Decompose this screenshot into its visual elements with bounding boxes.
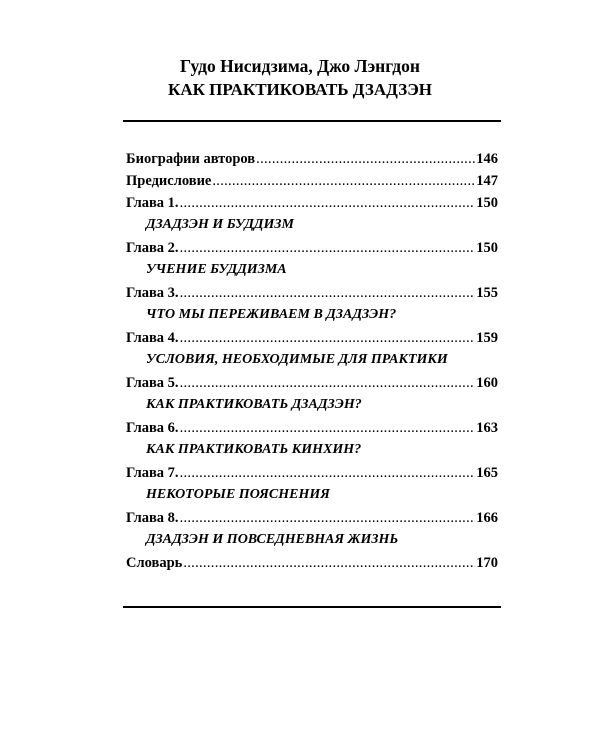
dot-leader xyxy=(180,239,476,257)
toc-entry-glossary xyxy=(126,554,498,576)
toc-page-number: 163 xyxy=(476,420,498,436)
dot-leader xyxy=(180,419,476,437)
chapter-title: НЕКОТОРЫЕ ПОЯСНЕНИЯ xyxy=(146,487,330,502)
toc-page-number: 159 xyxy=(476,330,498,346)
toc-page-number: 165 xyxy=(476,465,498,481)
chapter-title: УСЛОВИЯ, НЕОБХОДИМЫЕ ДЛЯ ПРАКТИКИ xyxy=(146,352,448,367)
toc-entry-bios xyxy=(126,150,498,172)
toc-entry-label: Глава 1. xyxy=(126,195,179,211)
toc-entry-chapter-8 xyxy=(126,509,498,554)
toc-entry-label: Биографии авторов xyxy=(126,151,256,167)
dot-leader xyxy=(212,172,475,190)
dot-leader xyxy=(180,509,476,527)
toc-entry-label: Глава 3. xyxy=(126,285,179,301)
dot-leader xyxy=(180,194,476,212)
toc-entry-chapter-7 xyxy=(126,464,498,509)
toc-entry-label: Глава 7. xyxy=(126,465,179,481)
toc-page-number: 147 xyxy=(476,173,498,189)
toc-entry-label: Предисловие xyxy=(126,173,212,189)
toc-page-number: 166 xyxy=(476,510,498,526)
toc-entry-chapter-2 xyxy=(126,239,498,284)
chapter-title: ЧТО МЫ ПЕРЕЖИВАЕМ В ДЗАДЗЭН? xyxy=(146,307,397,322)
toc-entry-preface xyxy=(126,172,498,194)
chapter-title: ДЗАДЗЭН И БУДДИЗМ xyxy=(146,217,294,232)
toc-entry-label: Глава 5. xyxy=(126,375,179,391)
toc-entry-label: Глава 6. xyxy=(126,420,179,436)
dot-leader xyxy=(180,329,476,347)
toc-entry-chapter-1 xyxy=(126,194,498,239)
chapter-title: ДЗАДЗЭН И ПОВСЕДНЕВНАЯ ЖИЗНЬ xyxy=(146,532,399,547)
chapter-title: УЧЕНИЕ БУДДИЗМА xyxy=(146,262,287,277)
toc-entry-label: Глава 4. xyxy=(126,330,179,346)
dot-leader xyxy=(180,464,476,482)
toc-entry-label: Словарь xyxy=(126,555,183,571)
toc-page-number: 150 xyxy=(476,240,498,256)
toc-entry-label: Глава 2. xyxy=(126,240,179,256)
toc-page-number: 170 xyxy=(476,555,498,571)
toc-entry-chapter-6 xyxy=(126,419,498,464)
toc-page-number: 160 xyxy=(476,375,498,391)
toc-entry-label: Глава 8. xyxy=(126,510,179,526)
book-title: КАК ПРАКТИКОВАТЬ ДЗАДЗЭН xyxy=(168,80,432,99)
toc-page-number: 146 xyxy=(476,151,498,167)
toc-entry-chapter-3 xyxy=(126,284,498,329)
table-of-contents xyxy=(126,150,498,576)
top-divider xyxy=(123,120,501,122)
bottom-divider xyxy=(123,606,501,608)
dot-leader xyxy=(180,374,476,392)
toc-entry-chapter-5 xyxy=(126,374,498,419)
chapter-title: КАК ПРАКТИКОВАТЬ ДЗАДЗЭН? xyxy=(146,397,362,412)
toc-page-number: 155 xyxy=(476,285,498,301)
dot-leader xyxy=(256,150,475,168)
toc-page-number: 150 xyxy=(476,195,498,211)
dot-leader xyxy=(180,284,476,302)
chapter-title: КАК ПРАКТИКОВАТЬ КИНХИН? xyxy=(146,442,362,457)
book-authors: Гудо Нисидзима, Джо Лэнгдон xyxy=(180,56,420,76)
toc-entry-chapter-4 xyxy=(126,329,498,374)
dot-leader xyxy=(183,554,475,572)
